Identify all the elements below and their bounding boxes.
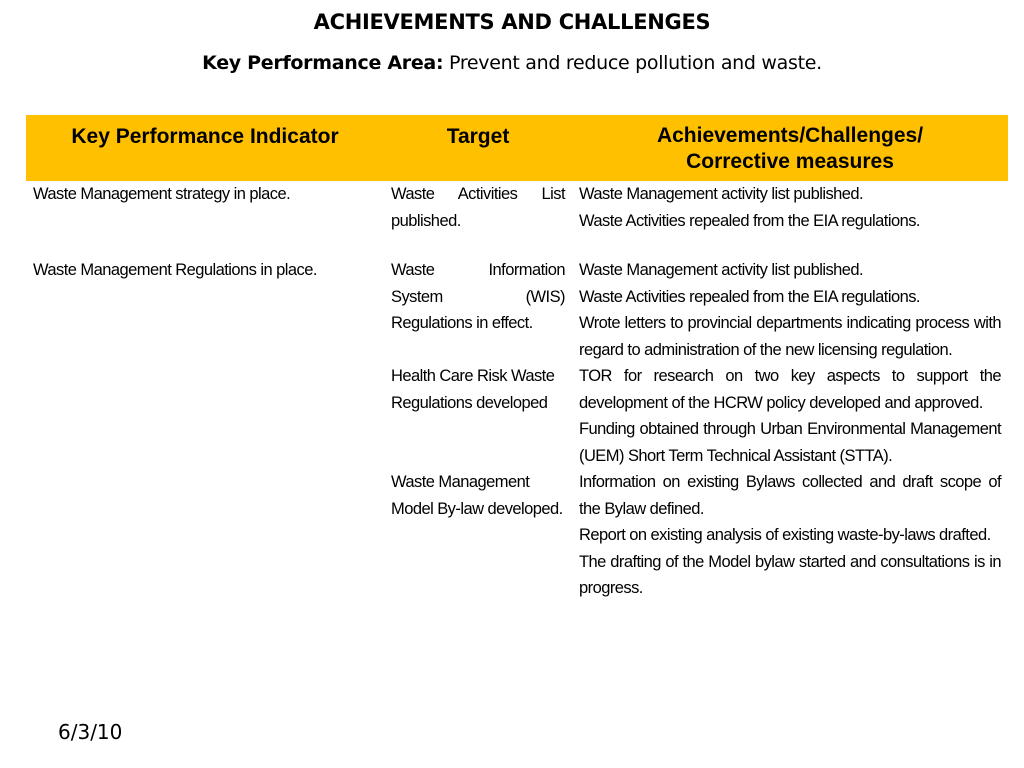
achievement-item: TOR for research on two key aspects to support the development of the HCRW policy developed and approved. (579, 367, 1001, 412)
cell-indicator: Waste Management Regulations in place. (33, 261, 317, 279)
cell-indicator: Waste Management strategy in place. (33, 185, 291, 203)
achievement-item: Funding obtained through Urban Environmental Management (UEM) Short Term Technical Assistant (STTA). (579, 420, 1001, 465)
achievement-item: Waste Activities repealed from the EIA regulations. (579, 287, 920, 306)
kpi-table (26, 115, 1008, 602)
table-row (26, 363, 1008, 469)
kpa-label: Key Performance Area: (202, 52, 444, 74)
header-achievements (572, 115, 1008, 181)
cell-target: Waste Information System (WIS) Regulations in effect. (391, 261, 565, 332)
cell-target: Health Care Risk Waste Regulations developed (391, 367, 555, 412)
slide-subtitle (0, 52, 1024, 74)
cell-indicator (26, 363, 384, 469)
achievement-item: Waste Management activity list published. (579, 185, 864, 203)
achievement-item: Waste Activities repealed from the EIA regulations. (579, 211, 920, 230)
cell-achievements (572, 363, 1008, 469)
cell-achievements (572, 257, 1008, 363)
header-achievements-line1: Achievements/Challenges/ (656, 124, 924, 147)
achievement-item: Report on existing analysis of existing waste-by-laws drafted. (579, 526, 991, 544)
slide-title: ACHIEVEMENTS AND CHALLENGES (313, 10, 711, 34)
table-row (26, 257, 1008, 363)
achievement-item: Waste Management activity list published. (579, 261, 864, 279)
footer-date: 6/3/10 (58, 720, 123, 744)
achievement-item: The drafting of the Model bylaw started and consultations is in progress. (579, 552, 1001, 597)
header-target: Target (384, 115, 572, 181)
header-achievements-line2: Corrective measures (686, 150, 894, 173)
cell-achievements (572, 181, 1008, 257)
achievement-item: Wrote letters to provincial departments indicating process with regard to administration of the new licensing regulation. (579, 314, 1001, 359)
header-indicator: Key Performance Indicator (26, 115, 384, 181)
table-row (26, 181, 1008, 257)
cell-indicator (26, 469, 384, 602)
cell-target: Waste Management Model By-law developed. (391, 473, 563, 518)
cell-achievements (572, 469, 1008, 602)
table-header-row (26, 115, 1008, 181)
kpa-value: Prevent and reduce pollution and waste. (449, 52, 822, 74)
achievement-item: Information on existing Bylaws collected and draft scope of the Bylaw defined. (579, 473, 1001, 518)
cell-target: Waste Activities List published. (391, 185, 565, 230)
table-row (26, 469, 1008, 602)
